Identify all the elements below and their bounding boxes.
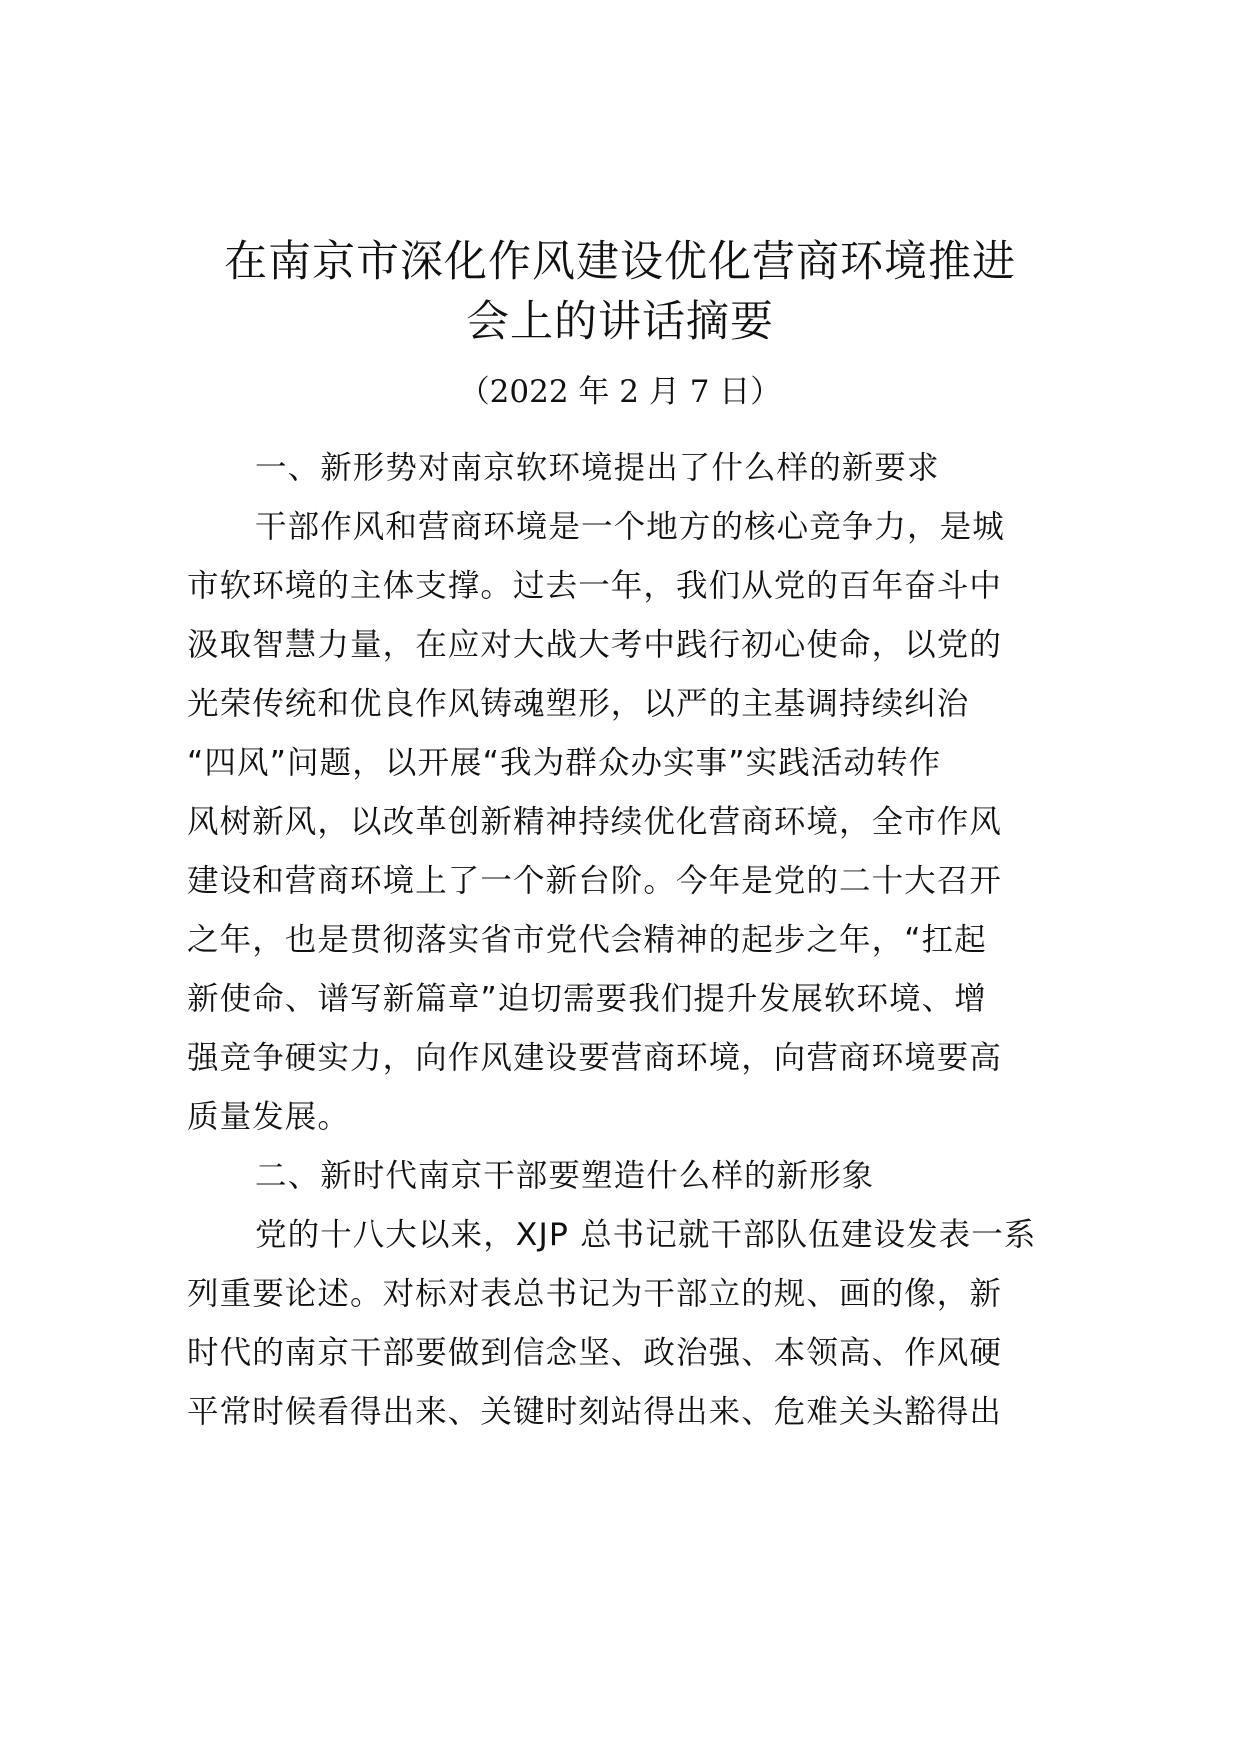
- paragraph-line: 汲取智慧力量，在应对大战大考中践行初心使命，以党的: [187, 627, 1003, 663]
- paragraph-line: 平常时候看得出来、关键时刻站得出来、危难关头豁得出: [187, 1394, 1003, 1430]
- paragraph-line: 干部作风和营商环境是一个地方的核心竞争力，是城: [255, 509, 1005, 545]
- speech-date: （2022 年 2 月 7 日）: [458, 374, 782, 410]
- title-line-2: 会上的讲话摘要: [466, 297, 774, 347]
- paragraph-line: 之年，也是贯彻落实省市党代会精神的起步之年，“扛起: [187, 922, 987, 958]
- section-heading-2: 二、新时代南京干部要塑造什么样的新形象: [255, 1158, 875, 1194]
- paragraph-line: 风树新风，以改革创新精神持续优化营商环境，全市作风: [187, 804, 1003, 840]
- paragraph-line: 强竞争硬实力，向作风建设要营商环境，向营商环境要高: [187, 1040, 1003, 1076]
- paragraph-line: 建设和营商环境上了一个新台阶。今年是党的二十大召开: [187, 863, 1003, 899]
- paragraph-line: “四风”问题，以开展“我为群众办实事”实践活动转作: [187, 745, 942, 781]
- paragraph-line: 列重要论述。对标对表总书记为干部立的规、画的像，新: [187, 1276, 1003, 1312]
- title-line-1: 在南京市深化作风建设优化营商环境推进: [224, 237, 1016, 287]
- document-title: [150, 232, 1090, 352]
- paragraph-line: 光荣传统和优良作风铸魂塑形，以严的主基调持续纠治: [187, 686, 970, 722]
- paragraph-line: 市软环境的主体支撑。过去一年，我们从党的百年奋斗中: [187, 568, 1003, 604]
- paragraph-line: 新使命、谱写新篇章”迫切需要我们提升发展软环境、增: [187, 981, 987, 1017]
- paragraph-line: 时代的南京干部要做到信念坚、政治强、本领高、作风硬: [187, 1335, 1003, 1371]
- section-heading-1: 一、新形势对南京软环境提出了什么样的新要求: [255, 450, 940, 486]
- paragraph-line: 质量发展。: [187, 1099, 351, 1135]
- paragraph-line: 党的十八大以来，XJP 总书记就干部队伍建设发表一系: [255, 1217, 1037, 1253]
